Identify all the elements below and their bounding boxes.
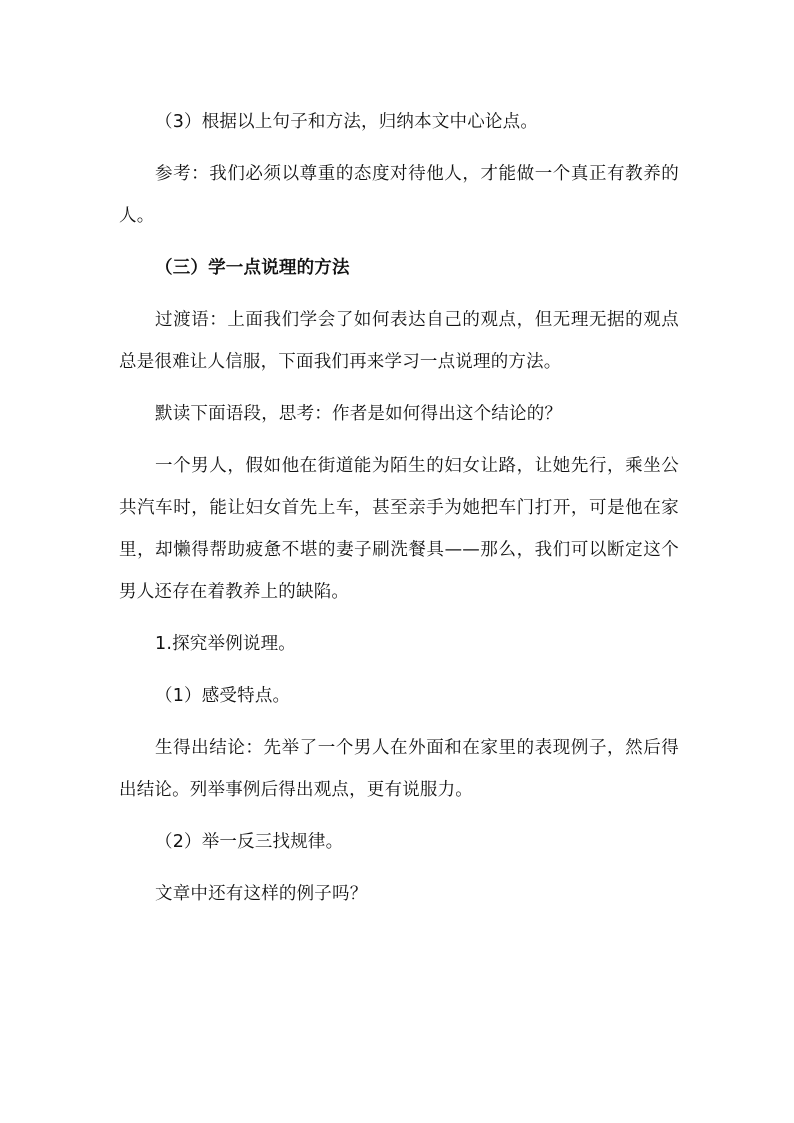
step-1-label: （1）感受特点。 xyxy=(155,686,291,706)
reading-prompt: 默读下面语段，思考：作者是如何得出这个结论的？ xyxy=(155,404,563,424)
final-question: 文章中还有这样的例子吗？ xyxy=(155,884,368,904)
step-2-label: （2）举一反三找规律。 xyxy=(155,832,344,852)
transition-paragraph: 过渡语：上面我们学会了如何表达自己的观点，但无理无据的观点总是很难让人信服，下面我们再来学习一点说理的方法。 xyxy=(119,310,679,372)
step-3-question: （3）根据以上句子和方法，归纳本文中心论点。 xyxy=(155,112,539,132)
student-conclusion: 生得出结论：先举了一个男人在外面和在家里的表现例子，然后得出结论。列举事例后得出观点，更有说服力。 xyxy=(119,738,679,800)
document-body xyxy=(119,101,679,915)
section-heading: （三）学一点说理的方法 xyxy=(155,258,350,278)
example-passage: 一个男人，假如他在街道能为陌生的妇女让路，让她先行，乘坐公共汽车时，能让妇女首先上车，甚至亲手为她把车门打开，可是他在家里，却懒得帮助疲惫不堪的妻子刷洗餐具——那么，我们可以断定这个男人还存在着教养上的缺陷。 xyxy=(119,456,679,602)
subsection-1: 1.探究举例说理。 xyxy=(155,634,296,654)
reference-answer: 参考：我们必须以尊重的态度对待他人，才能做一个真正有教养的人。 xyxy=(119,164,679,226)
